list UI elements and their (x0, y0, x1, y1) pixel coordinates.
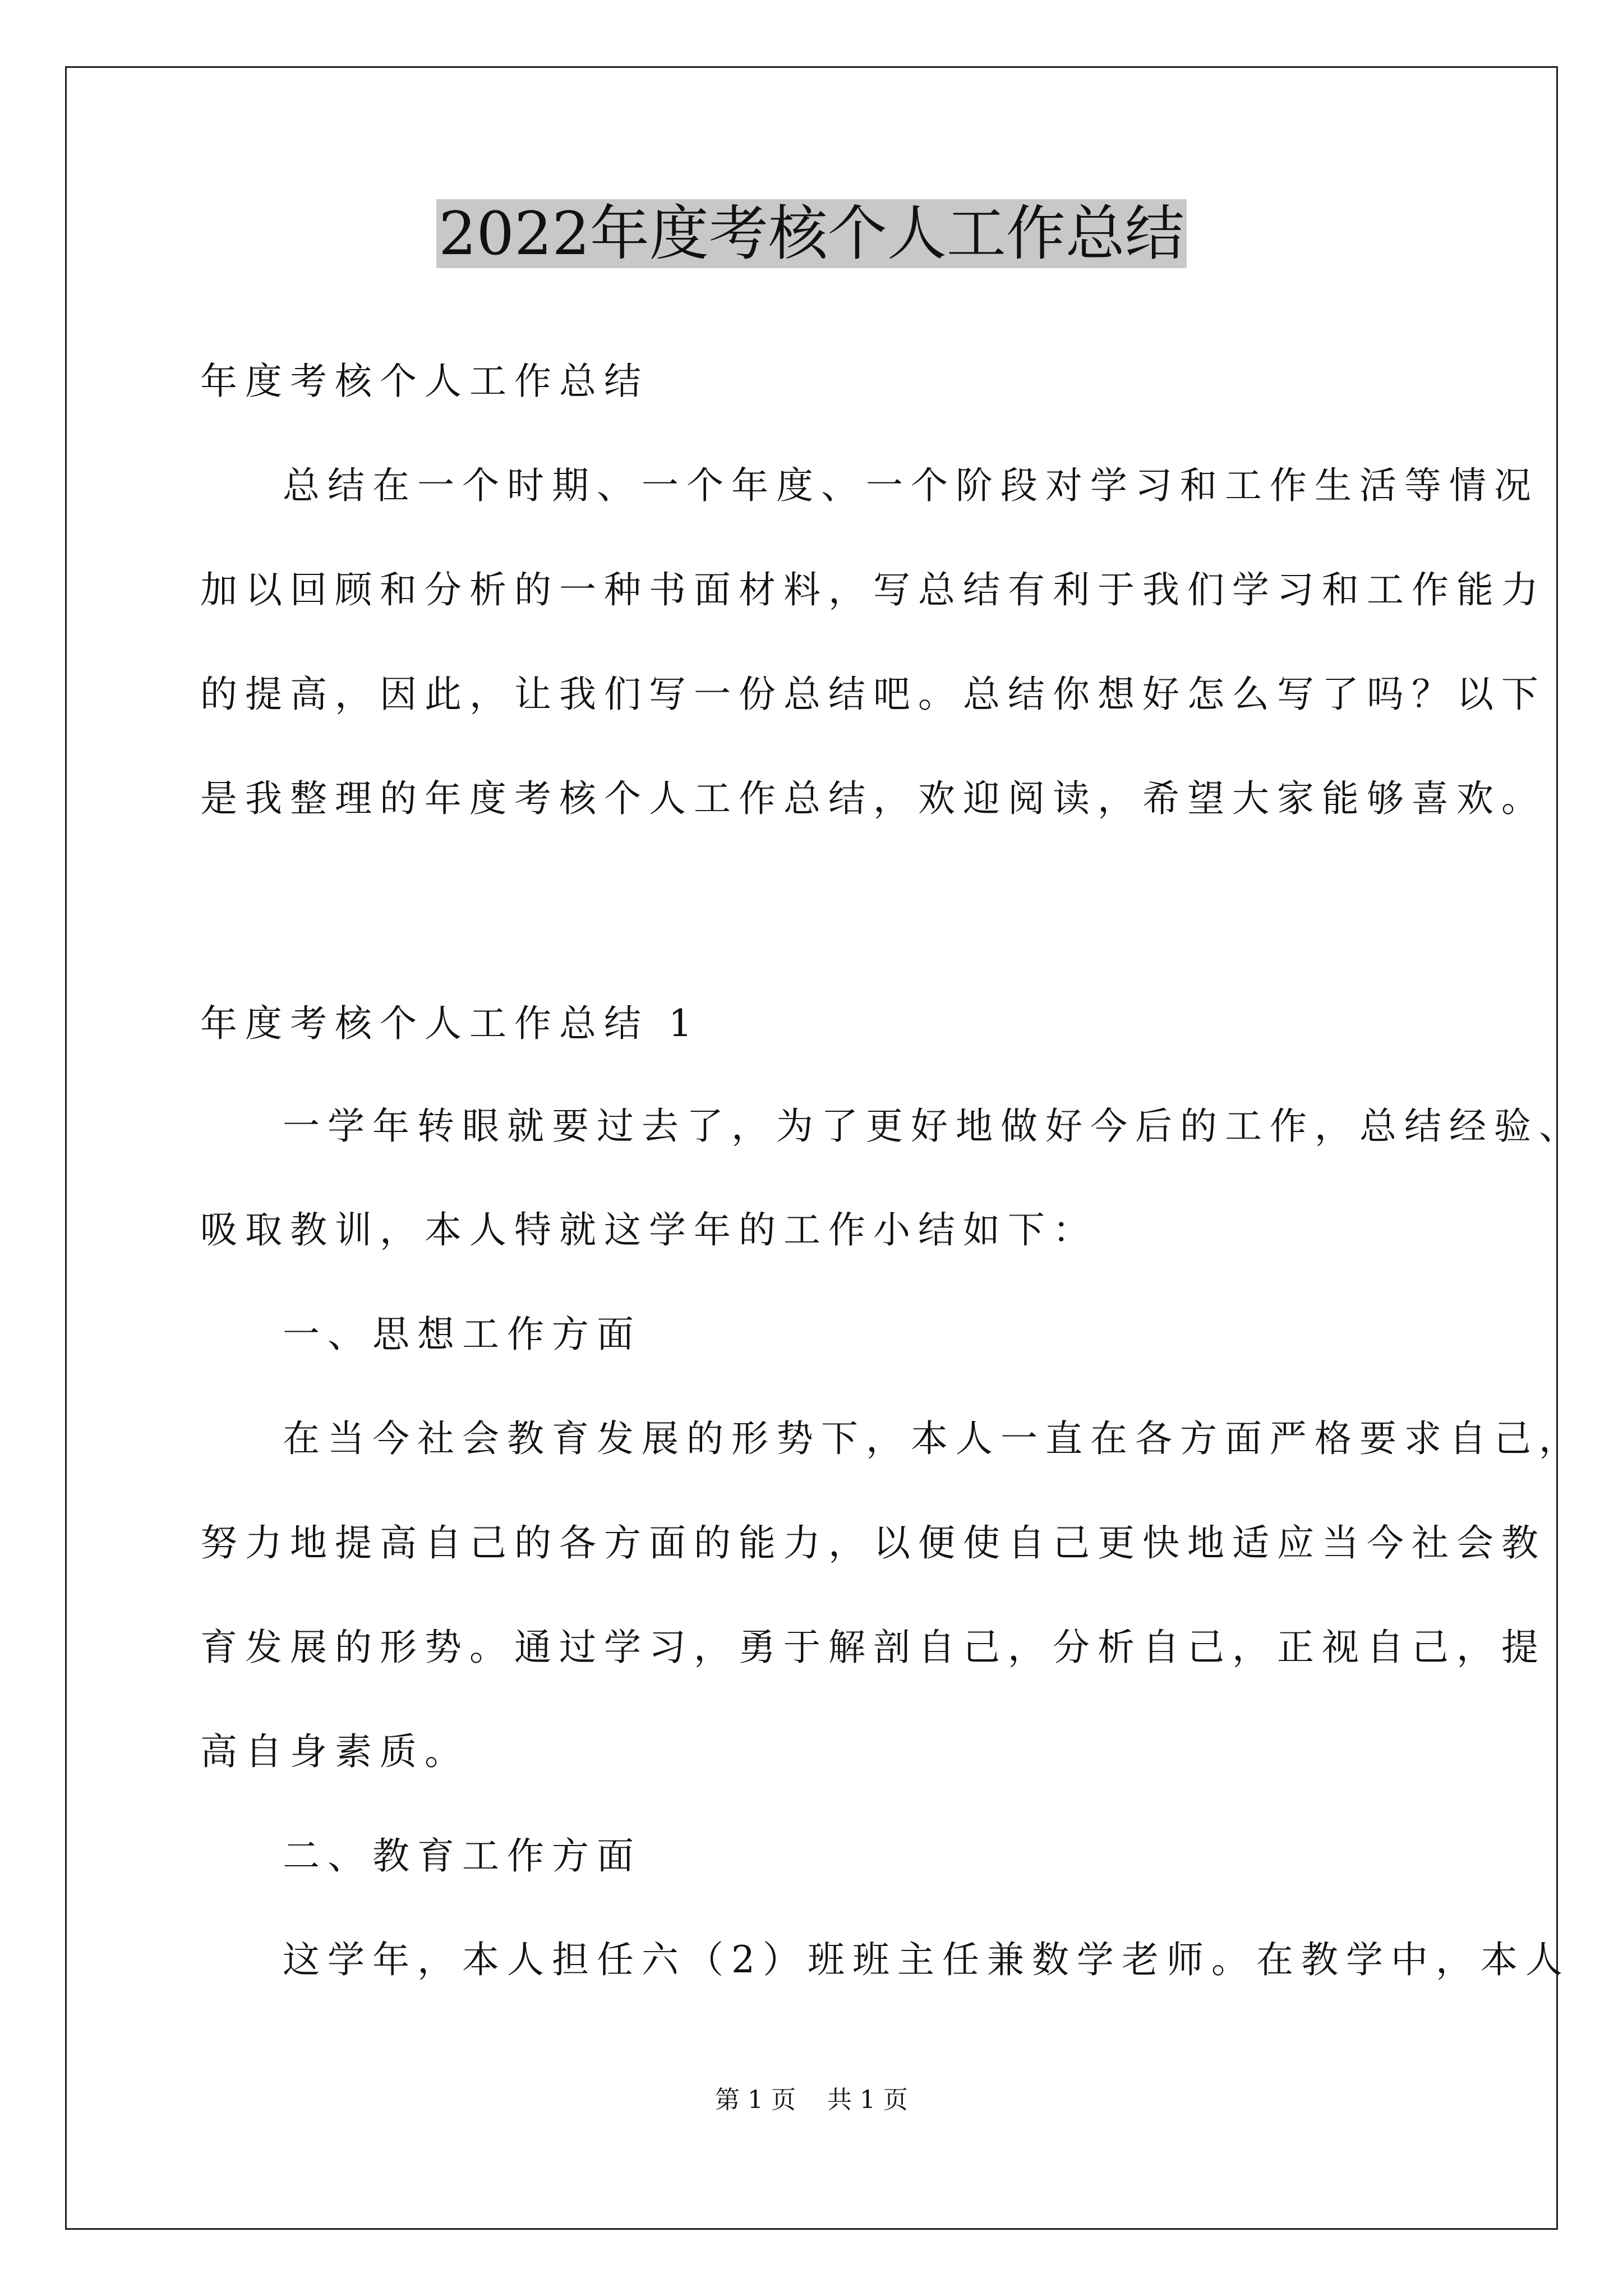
paragraph-line: 吸取教训，本人特就这学年的工作小结如下： (200, 1208, 1098, 1251)
paragraph-line: 育发展的形势。通过学习，勇于解剖自己，分析自己，正视自己，提 (200, 1626, 1546, 1669)
intro-line: 总结在一个时期、一个年度、一个阶段对学习和工作生活等情况 (283, 464, 1539, 507)
subsection-heading: 一、思想工作方面 (283, 1313, 642, 1356)
paragraph-line: 在当今社会教育发展的形势下，本人一直在各方面严格要求自己， (283, 1417, 1584, 1460)
document-title-text: 2022年度考核个人工作总结 (436, 199, 1187, 268)
document-title (0, 197, 1623, 270)
intro-line: 是我整理的年度考核个人工作总结，欢迎阅读，希望大家能够喜欢。 (200, 777, 1546, 820)
section-heading: 年度考核个人工作总结 1 (200, 1002, 700, 1045)
paragraph-line: 这学年，本人担任六（2）班班主任兼数学老师。在教学中，本人 (283, 1938, 1570, 1981)
subtitle: 年度考核个人工作总结 (200, 360, 649, 403)
intro-line: 加以回顾和分析的一种书面材料，写总结有利于我们学习和工作能力 (200, 568, 1546, 611)
page-footer: 第 1 页 共 1 页 (715, 2086, 908, 2114)
intro-line: 的提高，因此，让我们写一份总结吧。总结你想好怎么写了吗？以下 (200, 673, 1546, 716)
paragraph-line: 高自身素质。 (200, 1730, 469, 1773)
subsection-heading: 二、教育工作方面 (283, 1834, 642, 1878)
paragraph-line: 努力地提高自己的各方面的能力，以便使自己更快地适应当今社会教 (200, 1521, 1546, 1565)
paragraph-line: 一学年转眼就要过去了，为了更好地做好今后的工作，总结经验、 (283, 1105, 1584, 1148)
